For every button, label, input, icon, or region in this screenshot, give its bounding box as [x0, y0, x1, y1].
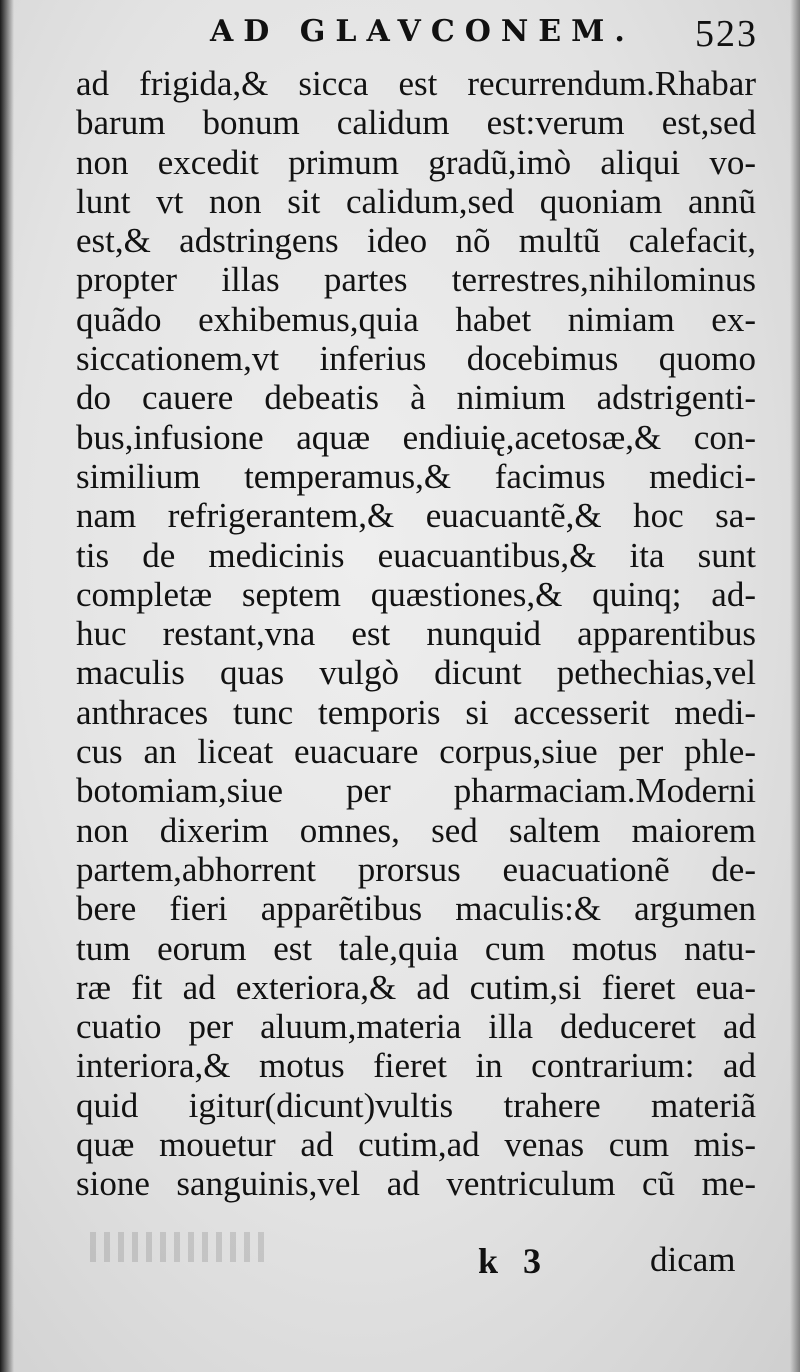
text-line: do cauere debeatis à nimium adstrigenti- — [76, 378, 756, 418]
catchword: dicam — [650, 1240, 736, 1279]
text-line: sione sanguinis,vel ad ventriculum cũ me- — [76, 1164, 756, 1204]
page-edge — [790, 0, 800, 1372]
text-line: non dixerim omnes, sed saltem maiorem — [76, 810, 756, 850]
text-line: huc restant,vna est nunquid apparentibus — [76, 614, 756, 654]
text-line: ad frigida,& sicca est recurrendum.Rhabar — [76, 64, 756, 103]
text-line: maculis quas vulgò dicunt pethechias,vel — [76, 653, 756, 693]
text-line: completæ septem quæstiones,& quinq; ad- — [76, 574, 756, 614]
text-line: est,& adstringens ideo nõ multũ calefacit, — [76, 221, 756, 261]
text-line: siccationem,vt inferius docebimus quomo — [76, 339, 756, 379]
text-line: lunt vt non sit calidum,sed quoniam annũ — [76, 181, 756, 221]
text-line: bere fieri apparẽtibus maculis:& argumen — [76, 889, 756, 929]
text-line: non excedit primum gradũ,imò aliqui vo- — [76, 142, 756, 182]
text-line: nam refrigerantem,& euacuantẽ,& hoc sa- — [76, 496, 756, 536]
text-line: tis de medicinis euacuantibus,& ita sunt — [76, 535, 756, 575]
text-line: botomiam,siue per pharmaciam.Moderni — [76, 771, 756, 811]
binding-shadow — [0, 0, 14, 1372]
text-line: cuatio per aluum,materia illa deduceret ad — [76, 1007, 756, 1047]
page-footer — [0, 1240, 800, 1290]
text-line: anthraces tunc temporis si accesserit medi- — [76, 692, 756, 732]
signature-mark: k 3 — [478, 1241, 550, 1281]
text-line: quid igitur(dicunt)vultis trahere materiã — [76, 1085, 756, 1125]
text-line: partem,abhorrent prorsus euacuationẽ de- — [76, 849, 756, 889]
text-line: tum eorum est tale,quia cum motus natu- — [76, 928, 756, 968]
text-line: quæ mouetur ad cutim,ad venas cum mis- — [76, 1125, 756, 1165]
text-line: quãdo exhibemus,quia habet nimiam ex- — [76, 299, 756, 339]
page-number: 523 — [695, 13, 758, 55]
text-line: ræ fit ad exteriora,& ad cutim,si fieret eua- — [76, 967, 756, 1007]
text-line: barum bonum calidum est:verum est,sed — [76, 103, 756, 143]
body-text — [76, 64, 756, 1204]
text-line: propter illas partes terrestres,nihilominus — [76, 260, 756, 300]
text-line: cus an liceat euacuare corpus,siue per phle- — [76, 732, 756, 772]
running-head: AD GLAVCONEM. — [210, 14, 635, 49]
text-line: interiora,& motus fieret in contrarium: ad — [76, 1046, 756, 1086]
text-line: bus,infusione aquæ endiuię,acetosæ,& con- — [76, 417, 756, 457]
text-line: similium temperamus,& facimus medici- — [76, 456, 756, 496]
